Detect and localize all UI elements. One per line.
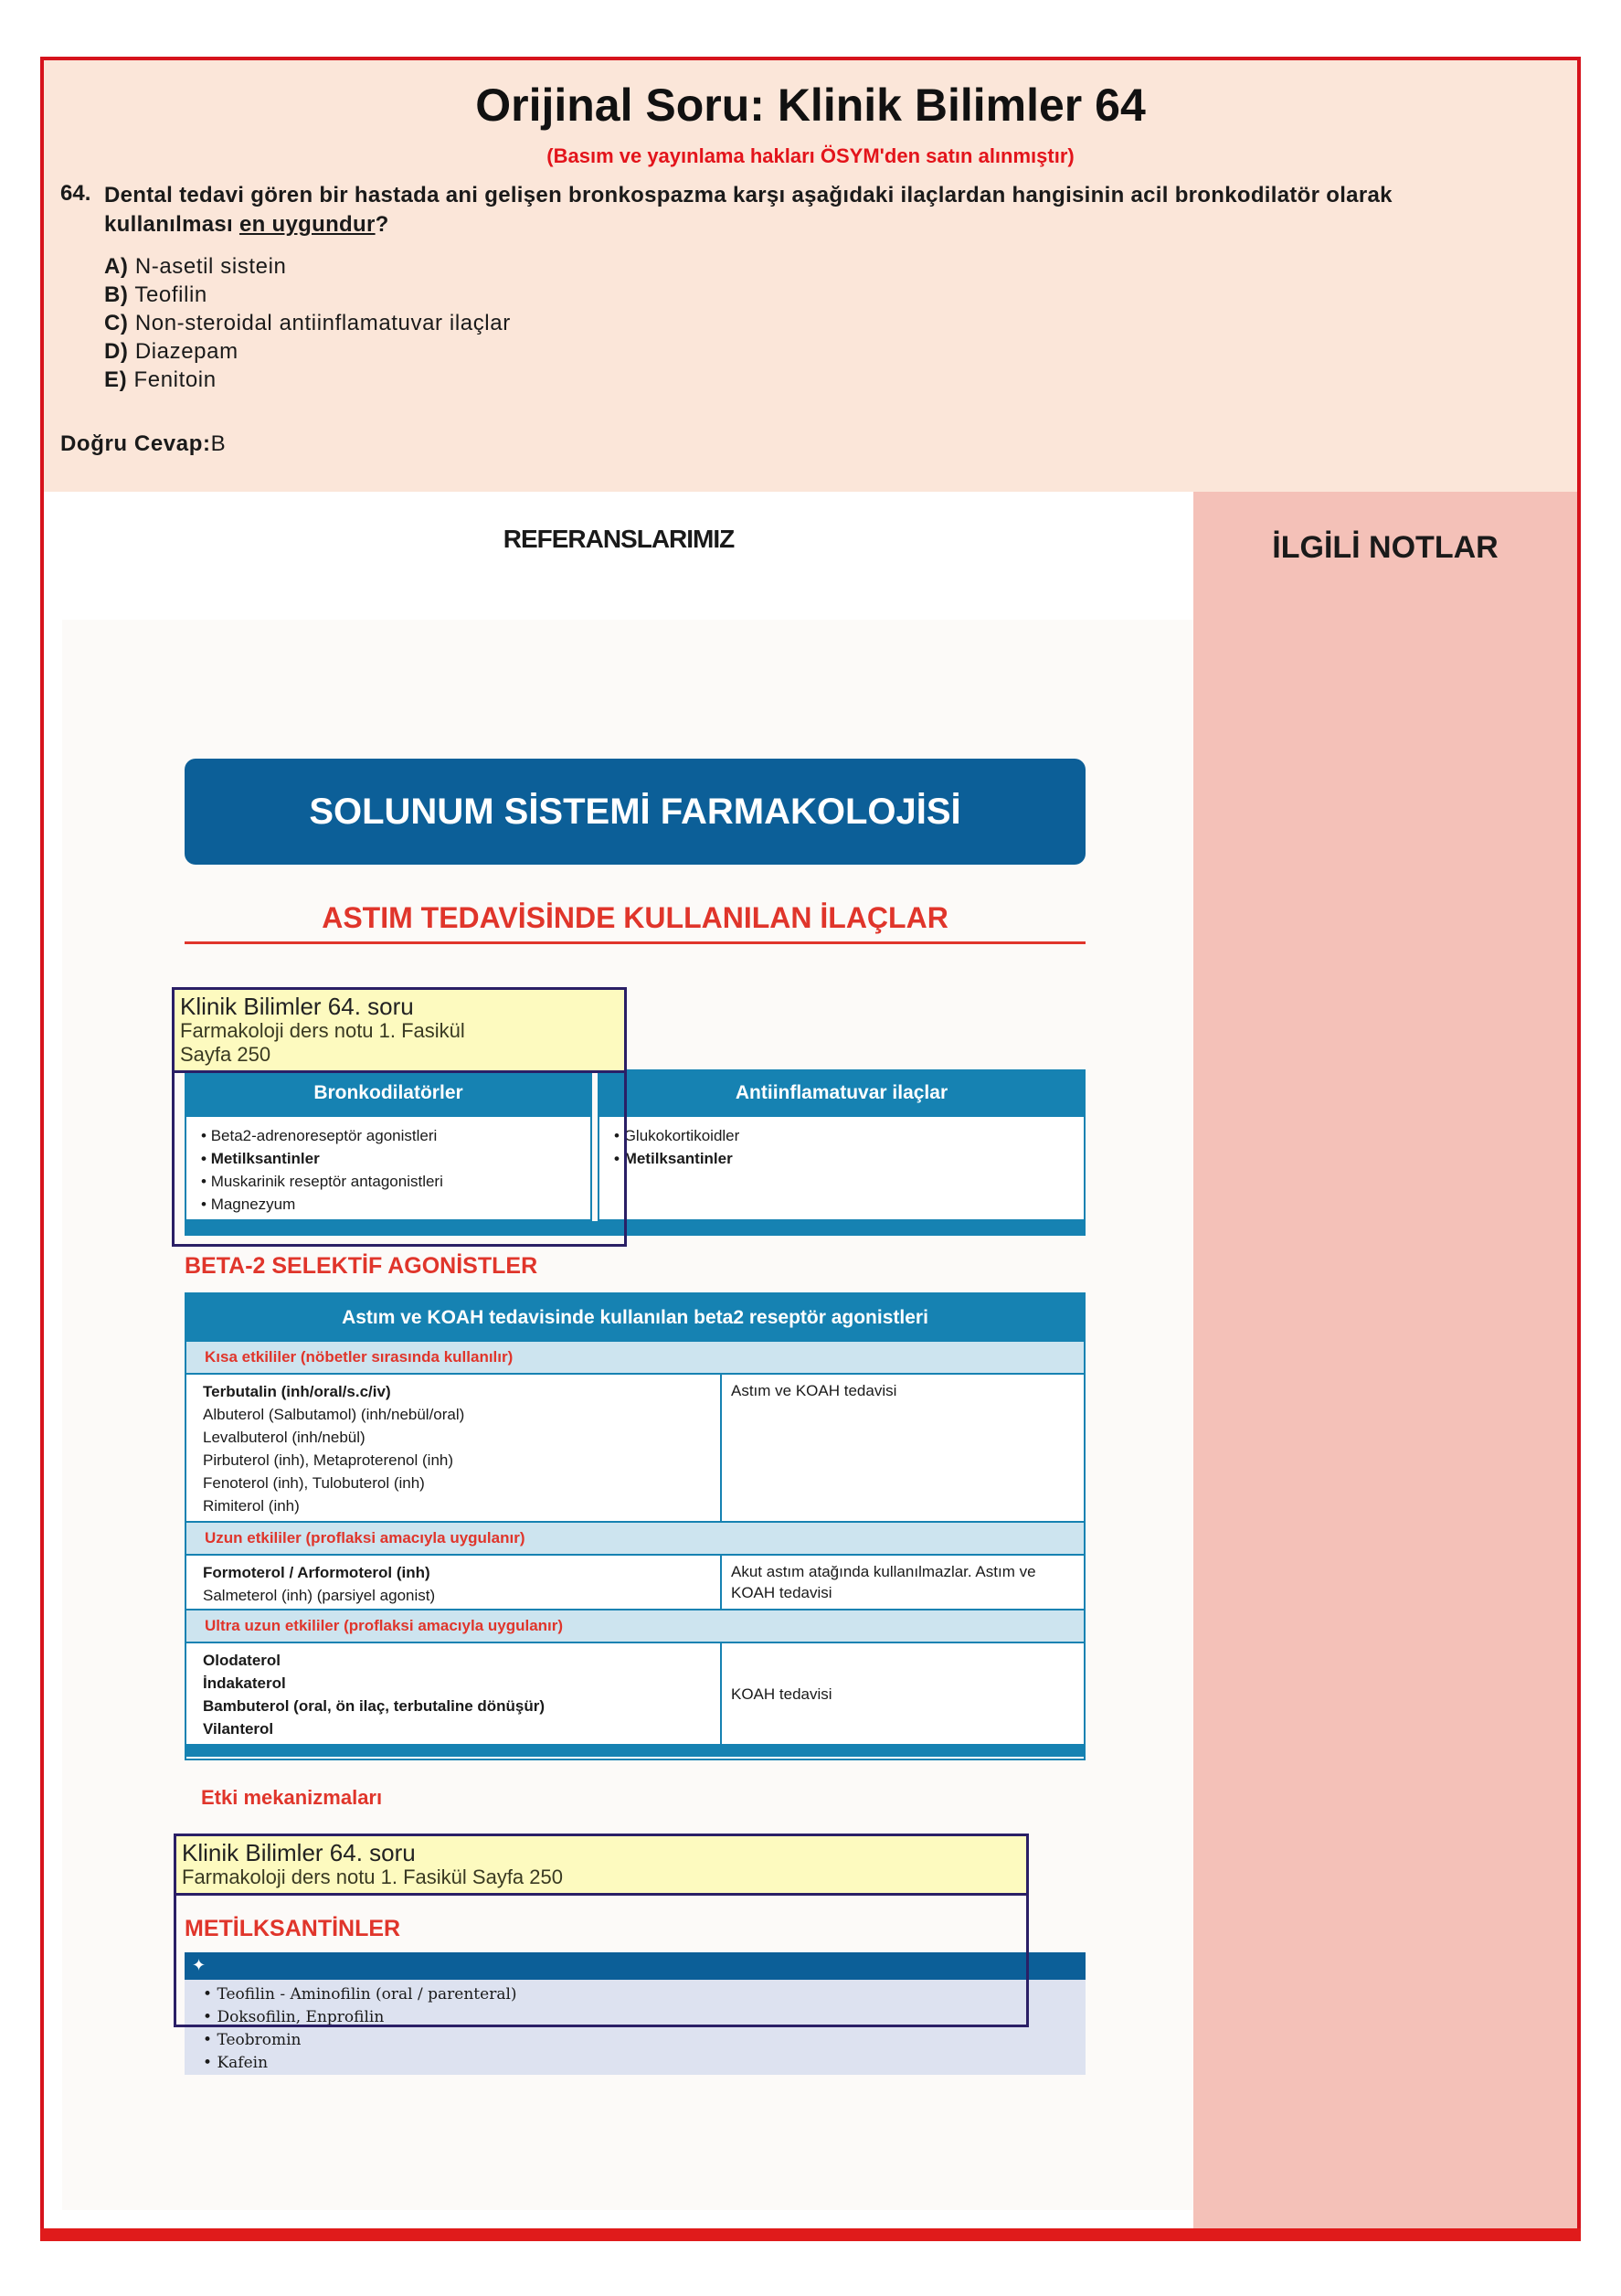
option-d: D) Diazepam (104, 339, 238, 364)
list-item: • Kafein (203, 2052, 1067, 2075)
page-title: Orijinal Soru: Klinik Bilimler 64 (475, 80, 1146, 131)
copyright-notice: (Basım ve yayınlama hakları ÖSYM'den satın alınmıştır) (546, 144, 1075, 167)
question-text: Dental tedavi gören bir hastada ani gelişen bronkospazma karşı aşağıdaki ilaçlardan hangisinin acil bronkodilatör olarak kullanılması en uygundur? (104, 183, 1393, 237)
list-item: • Doksofilin, Enprofilin (203, 2006, 1067, 2029)
references-title: REFERANSLARIMIZ (503, 525, 735, 553)
beta2-heading: BETA-2 SELEKTİF AGONİSTLER (185, 1253, 538, 1279)
list-item: • Metilksantinler (201, 1147, 576, 1170)
methylxanthines-heading: METİLKSANTİNLER (185, 1916, 401, 1941)
bronchodilators-header: Bronkodilatörler (185, 1069, 592, 1117)
list-item: • Teobromin (203, 2029, 1067, 2052)
antiinflammatory-column (598, 1069, 1086, 1236)
answer-options (104, 252, 511, 394)
reference-annotation: Klinik Bilimler 64. soru Farmakoloji ders notu 1. Fasikül Sayfa 250 (174, 1834, 1029, 2027)
section-divider (185, 941, 1086, 944)
list-item: • Muskarinik reseptör antagonistleri (201, 1170, 576, 1193)
mechanism-heading: Etki mekanizmaları (201, 1786, 383, 1809)
table-row: Olodaterol İndakaterol Bambuterol (oral, ön ilaç, terbutaline dönüşür) Vilanterol KOAH tedavisi (186, 1642, 1084, 1744)
table-row: Terbutalin (inh/oral/s.c/iv) Albuterol (Salbutamol) (inh/nebül/oral) Levalbuterol (inh/nebül) Pirbuterol (inh), Metaproterenol (inh) Fenoterol (inh), Tulobuterol (inh) Rimiterol (inh) Astım ve KOAH tedavisi (186, 1373, 1084, 1523)
emphasis-text: en uygundur (238, 212, 376, 237)
antiinflammatory-header: Antiinflamatuvar ilaçlar (598, 1069, 1086, 1117)
pill-icon: ✦ (192, 1956, 207, 1974)
list-item: • Glukokortikoidler (614, 1124, 1069, 1147)
chapter-banner: SOLUNUM SİSTEMİ FARMAKOLOJİSİ (185, 759, 1086, 865)
table-header: Astım ve KOAH tedavisinde kullanılan beta2 reseptör agonistleri (186, 1294, 1084, 1342)
question-section (44, 60, 1577, 492)
question-number: 64. (60, 181, 91, 206)
category-ultra-long-acting: Ultra uzun etkililer (proflaksi amacıyla uygulanır) (186, 1610, 1084, 1642)
category-long-acting: Uzun etkililer (proflaksi amacıyla uygulanır) (186, 1523, 1084, 1554)
beta2-agonist-table (185, 1292, 1086, 1760)
references-panel (44, 492, 1193, 2238)
table-row: Formoterol / Arformoterol (inh) Salmeterol (inh) (parsiyel agonist) Akut astım atağında kullanılmazlar. Astım ve KOAH tedavisi (186, 1554, 1084, 1610)
correct-answer: Doğru Cevap:B (60, 431, 227, 456)
list-item: • Metilksantinler (614, 1147, 1069, 1170)
notes-panel (1193, 492, 1577, 2238)
notes-title: İLGİLİ NOTLAR (1272, 530, 1499, 565)
reference-page-image (62, 620, 1193, 2210)
option-e: E) Fenitoin (104, 367, 217, 392)
list-item: • Magnezyum (201, 1193, 576, 1216)
list-item: • Beta2-adrenoreseptör agonistleri (201, 1124, 576, 1147)
bottom-bar (40, 2228, 1581, 2241)
reference-annotation: Klinik Bilimler 64. soru Farmakoloji ders notu 1. Fasikül Sayfa 250 (172, 987, 627, 1247)
option-b: B) Teofilin (104, 282, 207, 307)
option-a: A) N-asetil sistein (104, 254, 287, 279)
category-short-acting: Kısa etkililer (nöbetler sırasında kullanılır) (186, 1342, 1084, 1373)
document-frame (40, 57, 1581, 2241)
option-c: C) Non-steroidal antiinflamatuvar ilaçlar (104, 311, 511, 335)
list-item: • Teofilin - Aminofilin (oral / parenteral) (203, 1983, 1067, 2006)
section-heading: ASTIM TEDAVİSİNDE KULLANILAN İLAÇLAR (322, 901, 948, 934)
